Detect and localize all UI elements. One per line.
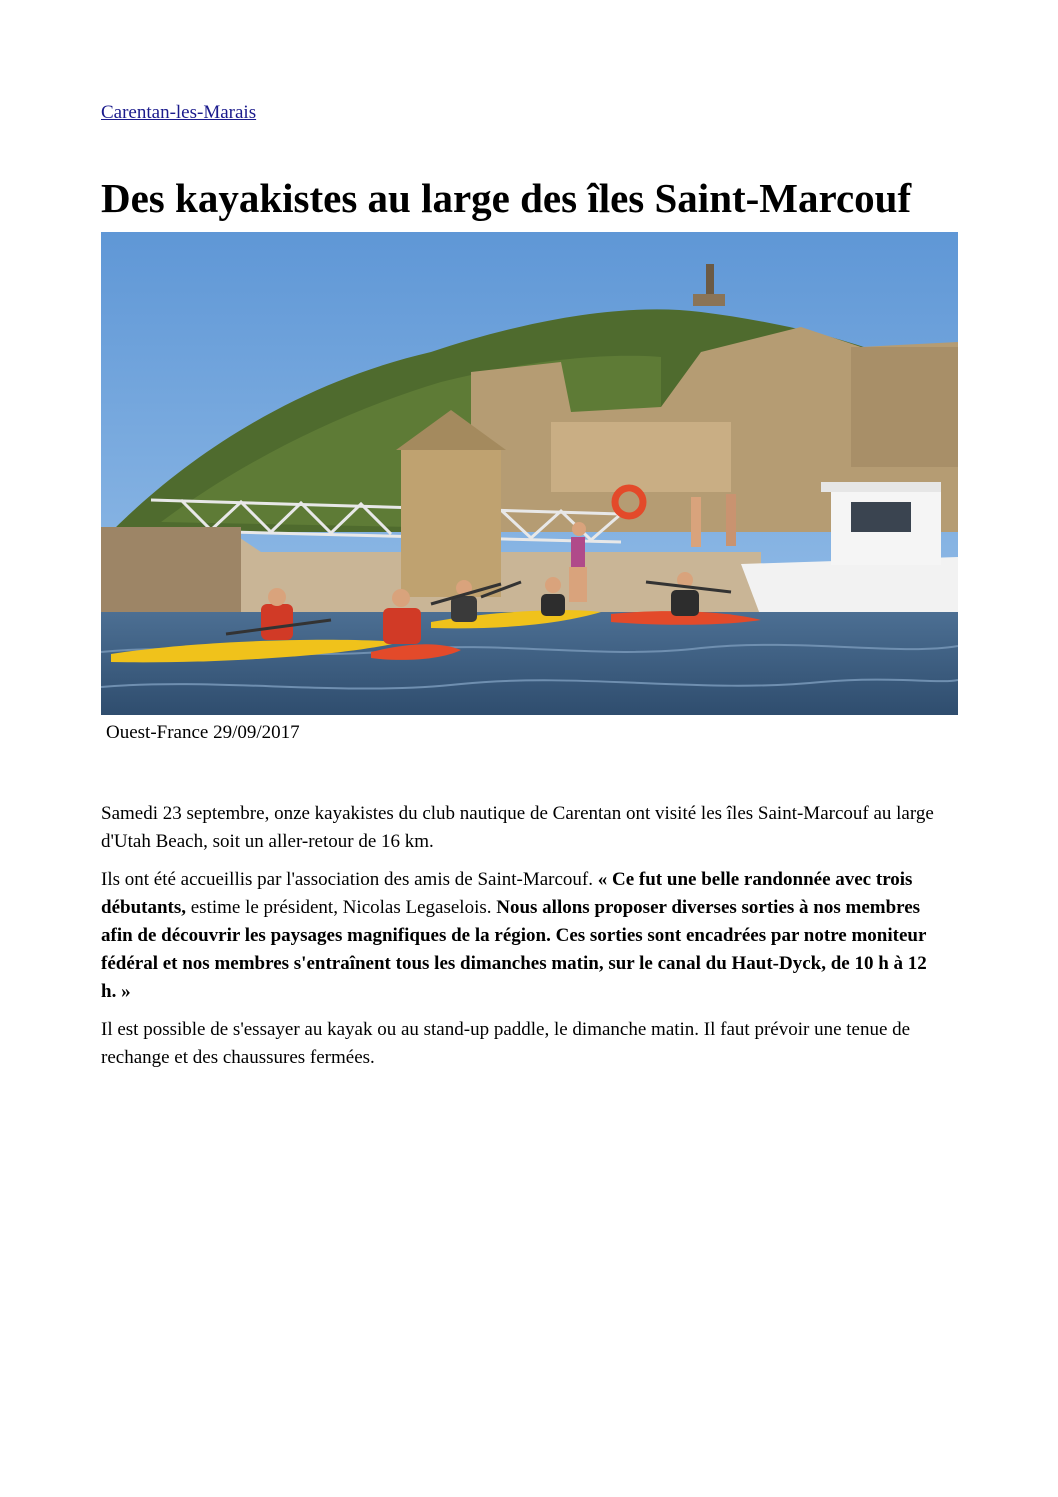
paragraph-1: Samedi 23 septembre, onze kayakistes du club nautique de Carentan ont visité les îles Saint-Marcouf au large d'Utah Beach, soit un aller-retour de 16 km. bbox=[101, 803, 934, 852]
photo-caption: Ouest-France 29/09/2017 bbox=[106, 722, 300, 743]
water bbox=[101, 612, 958, 715]
quote-part-1: « Ce fut une belle randonnée avec trois débutants, bbox=[101, 869, 913, 918]
quote-part-2: Nous allons proposer diverses sorties à nos membres afin de découvrir les paysages magnifiques de la région. Ces sorties sont encadrées par notre moniteur fédéral et nos membres s'entraînent tous les dimanches matin, sur le canal du Haut-Dyck, de 10 h à 12 h. » bbox=[101, 897, 927, 1002]
article-title: Des kayakistes au large des îles Saint-Marcouf bbox=[101, 175, 912, 221]
breadcrumb-link[interactable]: Carentan-les-Marais bbox=[101, 102, 257, 123]
paragraph-2-attribution: estime le président, Nicolas Legaselois. bbox=[186, 897, 497, 918]
paragraph-2-intro: Ils ont été accueillis par l'association des amis de Saint-Marcouf. bbox=[101, 869, 598, 890]
article-body bbox=[101, 800, 941, 1082]
paragraph-2 bbox=[101, 866, 941, 1006]
paragraph-3: Il est possible de s'essayer au kayak ou au stand-up paddle, le dimanche matin. Il faut prévoir une tenue de rechange et des chaussures fermées. bbox=[101, 1019, 911, 1068]
article-photo bbox=[101, 232, 958, 715]
tower bbox=[401, 447, 501, 597]
